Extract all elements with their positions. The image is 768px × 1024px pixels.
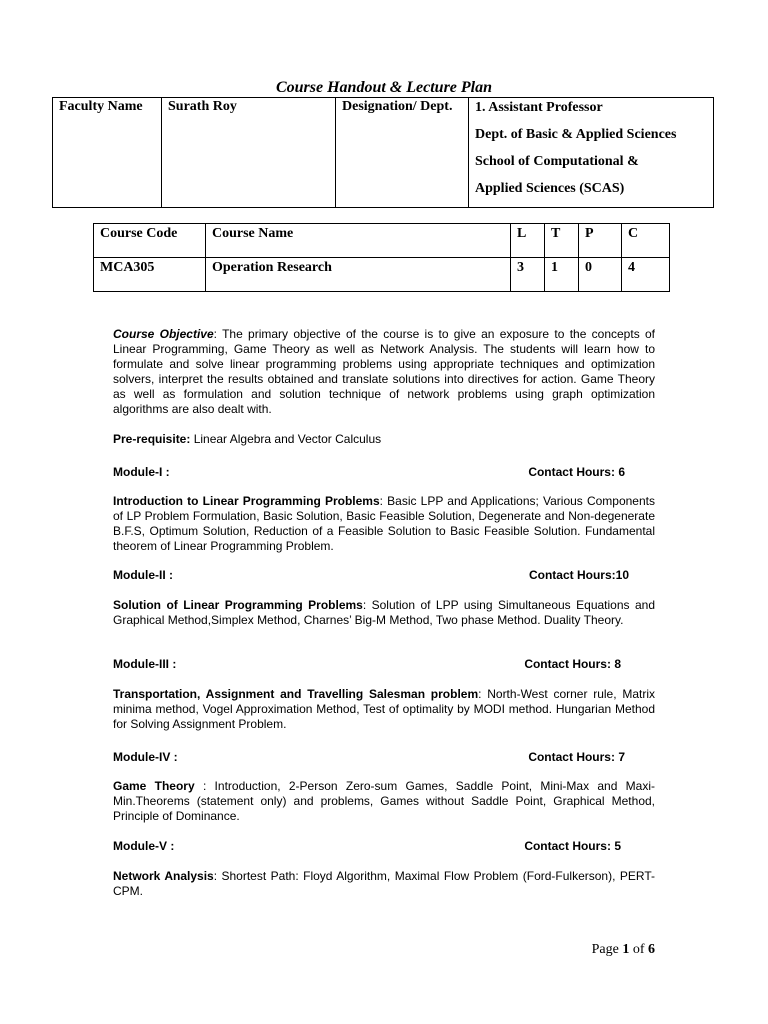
designation-line: Applied Sciences (SCAS) [475,181,625,196]
contact-hours: Contact Hours: 7 [528,750,625,764]
faculty-name-value: Surath Roy [162,98,336,208]
page-total: 6 [648,942,655,957]
course-name: Operation Research [206,258,511,292]
page-number [592,942,655,958]
designation-line: School of Computational & [475,154,639,169]
designation-value [469,98,714,208]
contact-hours: Contact Hours: 6 [528,465,625,479]
course-c: 4 [622,258,670,292]
course-objective-text: : The primary objective of the course is to give an exposure to the concepts of Linear Programming, Game Theory as well as Network Analysis. The students will learn how to formulate and solve linear programming problems using appropriate techniques and optimization solvers, interpret the results obtained and translate solutions into directives for action. Game Theory as well as formulation and solution technique of network problems using graph optimization algorithms are also dealt with. [113,327,655,416]
header-c: C [622,224,670,258]
prerequisite-label: Pre-requisite: [113,432,191,446]
course-t: 1 [545,258,579,292]
module-topic: Network Analysis [113,869,214,883]
header-course-code: Course Code [94,224,206,258]
module-description [113,598,655,628]
document-title: Course Handout & Lecture Plan [275,79,493,96]
header-l: L [511,224,545,258]
page-current: 1 [622,942,630,957]
module-name: Module-IV : [113,750,178,764]
designation-line: Dept. of Basic & Applied Sciences [475,127,677,142]
prerequisite [113,432,655,447]
designation-label: Designation/ Dept. [336,98,469,208]
designation-line: 1. Assistant Professor [475,100,603,115]
module-header [113,657,625,672]
course-objective [113,327,655,417]
module-topic: Solution of Linear Programming Problems [113,598,363,612]
module-content: : North-West corner rule, Matrix minima method, Vogel Approximation Method, Test of optimality by MODI method. Hungarian Method for Solving Assignment Problem. [113,687,655,731]
module-description [113,687,655,732]
module-header [113,568,629,583]
module-topic: Transportation, Assignment and Travelling Salesman problem [113,687,479,701]
module-content: : Shortest Path: Floyd Algorithm, Maximal Flow Problem (Ford-Fulkerson), PERT-CPM. [113,869,656,898]
course-objective-label: Course Objective [113,327,214,341]
faculty-table [52,97,714,208]
module-content: : Solution of LPP using Simultaneous Equations and Graphical Method,Simplex Method, Charnes’ Big-M Method, Two phase Method. Duality Theory. [113,598,655,627]
module-name: Module-I : [113,465,170,479]
course-code: MCA305 [94,258,206,292]
header-course-name: Course Name [206,224,511,258]
course-l: 3 [511,258,545,292]
module-header [113,839,625,854]
page-of-word: of [629,942,648,957]
header-t: T [545,224,579,258]
module-name: Module-III : [113,657,177,671]
module-description [113,494,655,554]
course-p: 0 [579,258,622,292]
page-word: Page [591,942,623,957]
contact-hours: Contact Hours:10 [528,568,629,582]
module-topic: Introduction to Linear Programming Problems [113,494,380,508]
module-content: : Introduction, 2-Person Zero-sum Games, Saddle Point, Mini-Max and Maxi-Min.Theorems (statement only) and problems, Games without Saddle Point, Graphical Method, Principle of Dominance. [113,779,655,823]
header-p: P [579,224,622,258]
contact-hours: Contact Hours: 8 [524,657,621,671]
module-header [113,750,625,765]
module-header [113,465,625,480]
course-row [94,258,670,292]
course-table [93,223,670,292]
module-description [113,779,655,824]
faculty-name-label: Faculty Name [53,98,162,208]
contact-hours: Contact Hours: 5 [524,839,621,853]
module-description [113,869,655,899]
course-header-row [94,224,670,258]
module-name: Module-II : [113,568,173,582]
module-name: Module-V : [113,839,175,853]
prerequisite-text: Linear Algebra and Vector Calculus [190,432,382,446]
module-topic: Game Theory [113,779,195,793]
module-content: : Basic LPP and Applications; Various Components of LP Problem Formulation, Basic Solution, Basic Feasible Solution, Degenerate and Non-degenerate B.F.S, Optimum Solution, Reduction of a Feasible Solution to Basic Feasible Solution. Fundamental theorem of Linear Programming Problem. [113,494,655,553]
